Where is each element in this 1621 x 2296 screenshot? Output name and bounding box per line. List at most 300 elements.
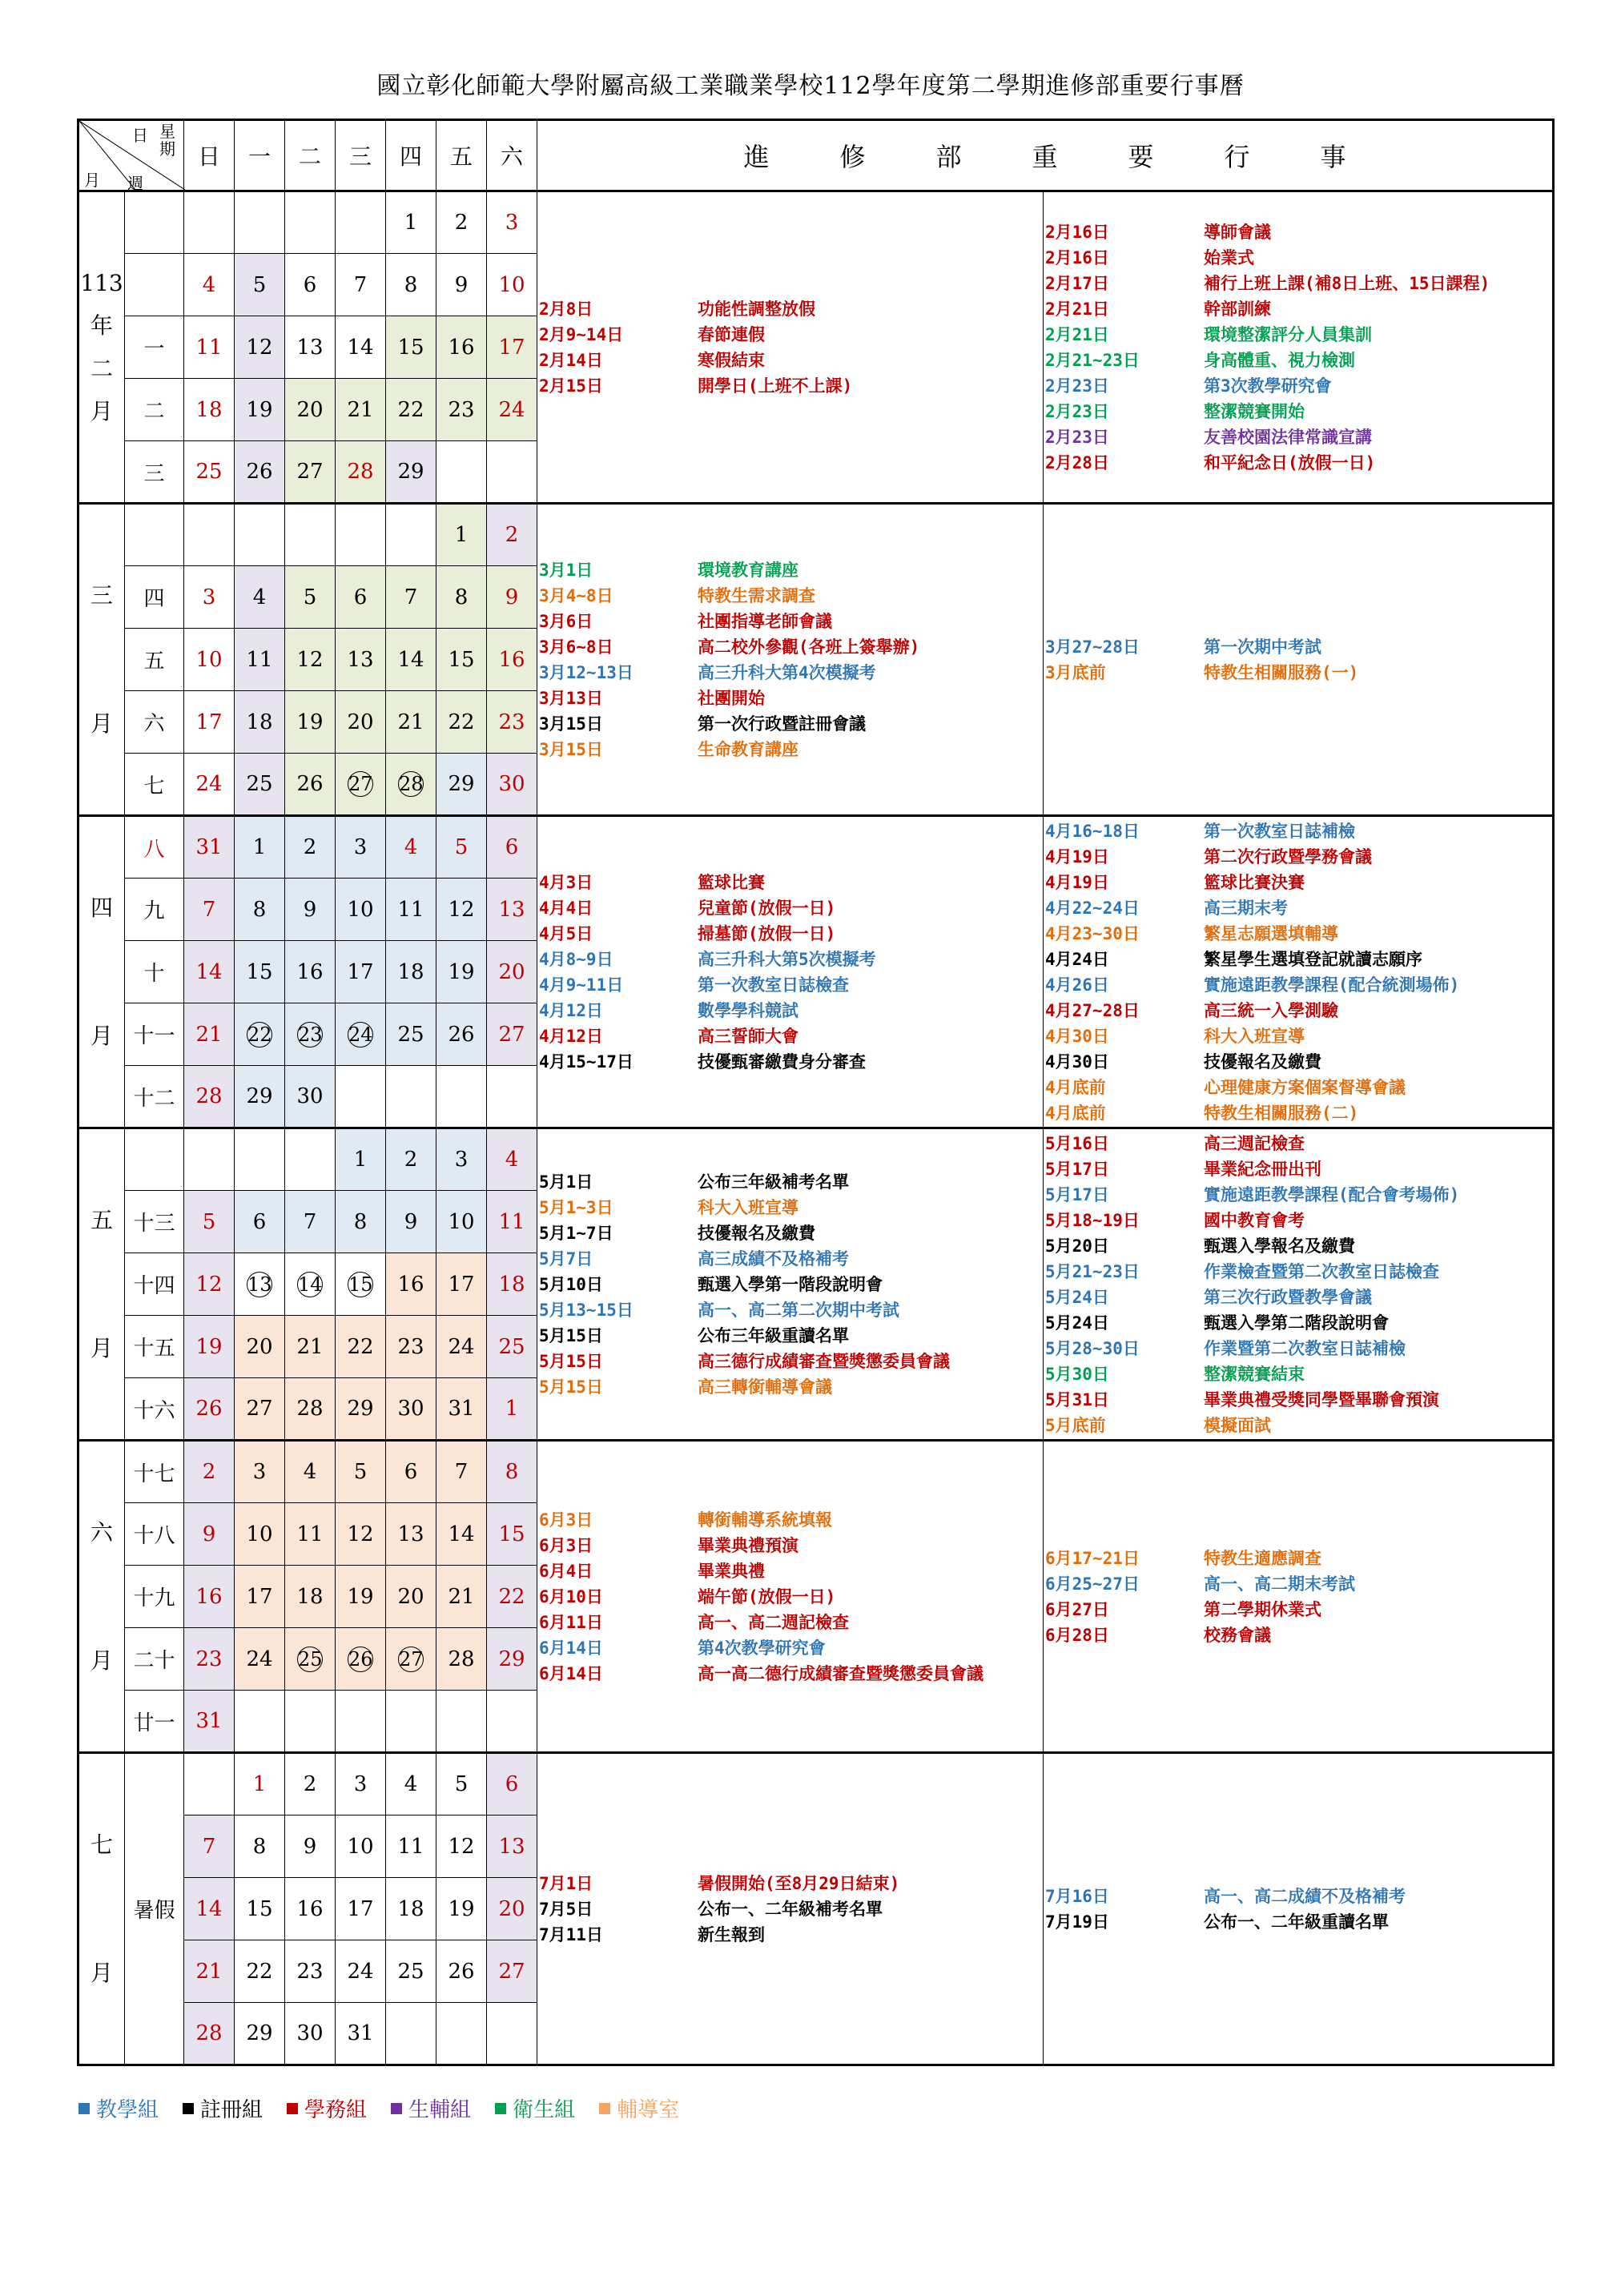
legend-label: 註冊組 (200, 2097, 263, 2121)
calendar-day: 20 (285, 379, 336, 441)
event-text: 甄選入學第一階段說明會 (698, 1274, 883, 1294)
calendar-day: 25 (386, 1940, 436, 2003)
event-date: 4月4日 (539, 898, 593, 918)
event-date: 6月4日 (539, 1561, 593, 1581)
calendar-day (235, 1003, 285, 1066)
event-list (539, 1507, 1043, 1687)
calendar-day: 21 (336, 379, 386, 441)
month-label-char: 年 (90, 312, 113, 340)
event-text: 公布三年級補考名單 (698, 1172, 849, 1192)
calendar-day: 12 (184, 1253, 235, 1316)
calendar-day (285, 1628, 336, 1691)
event-item (1045, 271, 1552, 296)
event-item (1045, 1049, 1552, 1075)
event-text: 高一高二德行成績審查暨獎懲委員會議 (698, 1663, 983, 1683)
calendar-day: 7 (336, 254, 386, 316)
weekday-header: 一 (235, 120, 285, 191)
event-date: 5月21~23日 (1045, 1261, 1140, 1281)
calendar-day (386, 1691, 436, 1753)
calendar-day: 20 (336, 691, 386, 754)
calendar-day: 9 (285, 1815, 336, 1878)
calendar-day: 31 (336, 2003, 386, 2065)
month-label-char: 月 (90, 1959, 113, 1986)
calendar-day: 1 (235, 816, 285, 879)
corner-month-label: 月 (84, 171, 100, 190)
calendar-day: 14 (436, 1503, 487, 1566)
event-item (1045, 1285, 1552, 1310)
circled-day: 27 (348, 773, 373, 795)
month-label-char (79, 972, 124, 1015)
month-label-char: 三 (90, 582, 113, 609)
calendar-day: 29 (235, 1066, 285, 1128)
calendar-day (184, 504, 235, 566)
calendar-day (386, 504, 436, 566)
page-title: 國立彰化師範大學附屬高級工業職業學校112學年度第二學期進修部重要行事曆 (376, 72, 1245, 100)
legend-item (287, 2093, 367, 2123)
calendar-day: 15 (436, 629, 487, 691)
calendar-day: 6 (386, 1441, 436, 1503)
calendar-day: 14 (184, 1878, 235, 1940)
calendar-day: 30 (285, 1066, 336, 1128)
event-item (539, 972, 1043, 998)
calendar-day (235, 1128, 285, 1191)
event-text: 寒假結束 (698, 350, 765, 370)
calendar-day: 16 (285, 941, 336, 1003)
calendar-day (184, 191, 235, 254)
calendar-day (285, 191, 336, 254)
calendar-day (487, 2003, 537, 2065)
calendar-day: 8 (235, 1815, 285, 1878)
event-text: 高三成績不及格補考 (698, 1249, 849, 1269)
week-number: 三 (125, 441, 184, 504)
month-label-char (79, 1909, 124, 1952)
event-date: 6月17~21日 (1045, 1548, 1140, 1568)
event-text: 甄選入學第二階段說明會 (1204, 1313, 1389, 1333)
event-date: 4月30日 (1045, 1051, 1109, 1072)
calendar-day: 9 (184, 1503, 235, 1566)
event-item (1045, 1156, 1552, 1182)
event-date: 3月4~8日 (539, 585, 613, 605)
month-label-char: 二 (90, 355, 113, 382)
corner-weekday-label: 星期 (159, 122, 175, 159)
calendar-day: 21 (184, 1940, 235, 2003)
event-item (1045, 1075, 1552, 1100)
calendar-day: 2 (487, 504, 537, 566)
calendar-day: 12 (436, 879, 487, 941)
event-item (1045, 1884, 1552, 1909)
calendar-day: 1 (487, 1378, 537, 1441)
month-label (78, 1441, 125, 1753)
legend-label: 生輔組 (408, 2097, 472, 2121)
event-date: 4月底前 (1045, 1103, 1106, 1123)
calendar-day: 16 (436, 316, 487, 379)
legend-label: 輔導室 (617, 2097, 680, 2121)
legend (78, 2093, 679, 2123)
calendar-day: 6 (487, 1753, 537, 1815)
event-text: 幹部訓練 (1204, 299, 1271, 319)
calendar-day: 28 (436, 1628, 487, 1691)
calendar-day: 6 (336, 566, 386, 629)
event-item (1045, 219, 1552, 245)
event-list (1045, 1131, 1552, 1438)
event-date: 3月6~8日 (539, 637, 613, 657)
event-item (1045, 373, 1552, 399)
calendar-day: 29 (336, 1378, 386, 1441)
calendar-day: 5 (235, 254, 285, 316)
calendar-day: 29 (436, 754, 487, 816)
events-title (708, 137, 1381, 174)
calendar-day: 18 (386, 941, 436, 1003)
event-item (1045, 1597, 1552, 1622)
calendar-day: 18 (487, 1253, 537, 1316)
calendar-day: 1 (436, 504, 487, 566)
calendar-day: 11 (487, 1191, 537, 1253)
event-item (1045, 895, 1552, 921)
event-date: 2月21日 (1045, 324, 1109, 344)
event-date: 4月8~9日 (539, 949, 613, 969)
calendar-day: 26 (436, 1940, 487, 2003)
calendar-day: 17 (184, 691, 235, 754)
calendar-day: 7 (386, 566, 436, 629)
event-text: 第二次行政暨學務會議 (1204, 846, 1372, 867)
calendar-day: 21 (436, 1566, 487, 1628)
week-number: 十六 (125, 1378, 184, 1441)
calendar-day: 9 (487, 566, 537, 629)
event-item (1045, 1208, 1552, 1233)
calendar-day: 19 (184, 1316, 235, 1378)
calendar-day: 21 (184, 1003, 235, 1066)
corner-week-label: 週 (127, 174, 143, 193)
event-date: 3月1日 (539, 560, 593, 580)
calendar-day (235, 504, 285, 566)
legend-item (78, 2093, 159, 2123)
event-item (1045, 947, 1552, 972)
calendar-day: 20 (386, 1566, 436, 1628)
event-text: 春節連假 (698, 324, 765, 344)
calendar-day: 4 (184, 254, 235, 316)
calendar-day: 19 (436, 941, 487, 1003)
event-date: 3月12~13日 (539, 662, 634, 682)
circled-day: 24 (348, 1023, 373, 1046)
legend-label: 學務組 (304, 2097, 368, 2121)
events-left-cell (537, 1128, 1044, 1441)
calendar-day: 12 (285, 629, 336, 691)
event-item (539, 583, 1043, 609)
event-item (539, 1374, 1043, 1400)
event-text: 功能性調整放假 (698, 299, 815, 319)
events-title-char: 重 (1032, 142, 1058, 172)
calendar-day: 20 (487, 941, 537, 1003)
event-item (539, 895, 1043, 921)
event-date: 5月15日 (539, 1377, 603, 1397)
calendar-day: 30 (487, 754, 537, 816)
event-date: 2月9~14日 (539, 324, 624, 344)
month-label-char (79, 1597, 124, 1639)
event-item (539, 373, 1043, 399)
event-text: 高三升科大第5次模擬考 (698, 949, 876, 969)
event-list (539, 870, 1043, 1075)
calendar-day: 10 (336, 1815, 386, 1878)
event-text: 國中教育會考 (1204, 1210, 1305, 1230)
event-item (539, 1023, 1043, 1049)
event-date: 4月22~24日 (1045, 898, 1140, 918)
event-item (1045, 972, 1552, 998)
event-date: 2月28日 (1045, 452, 1109, 472)
event-list (539, 1871, 1043, 1948)
event-text: 繁星學生選填登記就讀志願序 (1204, 949, 1422, 969)
event-date: 5月24日 (1045, 1313, 1109, 1333)
event-item (1045, 1546, 1552, 1571)
calendar-day: 10 (184, 629, 235, 691)
month-label-char (79, 929, 124, 971)
calendar-day: 22 (235, 1940, 285, 2003)
week-number: 十一 (125, 1003, 184, 1066)
event-date: 6月27日 (1045, 1599, 1109, 1619)
month-label (78, 504, 125, 816)
event-item (539, 1507, 1043, 1533)
calendar-day: 3 (436, 1128, 487, 1191)
events-left-cell (537, 1441, 1044, 1753)
calendar-day: 19 (235, 379, 285, 441)
event-date: 5月17日 (1045, 1159, 1109, 1179)
event-date: 2月16日 (1045, 247, 1109, 267)
legend-item (183, 2093, 263, 2123)
circled-day: 14 (298, 1273, 323, 1296)
calendar-day: 28 (184, 1066, 235, 1128)
month-label (78, 191, 125, 504)
event-item (1045, 1622, 1552, 1648)
event-item (1045, 1361, 1552, 1387)
event-text: 高三週記檢查 (1204, 1133, 1305, 1153)
calendar-day (336, 1628, 386, 1691)
calendar-day: 7 (285, 1191, 336, 1253)
calendar-day: 30 (285, 2003, 336, 2065)
event-text: 繁星志願選填輔導 (1204, 923, 1338, 943)
calendar-day: 16 (487, 629, 537, 691)
calendar-day: 5 (184, 1191, 235, 1253)
event-list (539, 296, 1043, 399)
event-text: 高一、高二週記檢查 (698, 1612, 849, 1632)
week-number: 九 (125, 879, 184, 941)
calendar-day: 19 (285, 691, 336, 754)
event-list (1045, 219, 1552, 476)
event-text: 第二學期休業式 (1204, 1599, 1321, 1619)
legend-swatch (183, 2103, 194, 2114)
event-date: 7月1日 (539, 1873, 593, 1893)
calendar-day: 12 (235, 316, 285, 379)
calendar-day: 11 (386, 879, 436, 941)
calendar-day (487, 1691, 537, 1753)
event-date: 6月14日 (539, 1663, 603, 1683)
event-text: 數學學科競試 (698, 1000, 798, 1020)
event-text: 籃球比賽 (698, 872, 765, 892)
calendar-day: 17 (336, 1878, 386, 1940)
calendar-day (336, 754, 386, 816)
event-text: 始業式 (1204, 247, 1254, 267)
event-text: 技優報名及繳費 (698, 1223, 815, 1243)
month-label-char (79, 1866, 124, 1908)
event-item (1045, 1336, 1552, 1361)
event-text: 高三誓師大會 (698, 1026, 798, 1046)
event-item (539, 711, 1043, 737)
event-item (539, 870, 1043, 895)
event-date: 2月23日 (1045, 427, 1109, 447)
events-title-char: 要 (1128, 142, 1154, 172)
event-date: 5月1~7日 (539, 1223, 613, 1243)
event-date: 5月15日 (539, 1351, 603, 1371)
event-item (539, 557, 1043, 583)
calendar-day: 4 (285, 1441, 336, 1503)
week-row (78, 504, 1554, 566)
event-item (539, 322, 1043, 348)
event-text: 特教生需求調查 (698, 585, 815, 605)
week-number (125, 191, 184, 254)
week-number: 廿一 (125, 1691, 184, 1753)
calendar-day: 10 (235, 1503, 285, 1566)
calendar-day: 28 (285, 1378, 336, 1441)
calendar-day: 17 (336, 941, 386, 1003)
event-item (1045, 424, 1552, 450)
calendar-day: 10 (336, 879, 386, 941)
calendar-day: 23 (487, 691, 537, 754)
event-text: 高一、高二期末考試 (1204, 1574, 1355, 1594)
calendar-day: 24 (184, 754, 235, 816)
event-text: 校務會議 (1204, 1625, 1271, 1645)
calendar-day (487, 441, 537, 504)
event-item (539, 660, 1043, 686)
month-label-char (79, 1285, 124, 1327)
event-date: 3月27~28日 (1045, 637, 1140, 657)
week-number (125, 504, 184, 566)
event-date: 4月27~28日 (1045, 1000, 1140, 1020)
event-text: 特教生適應調查 (1204, 1548, 1321, 1568)
event-item (539, 1049, 1043, 1075)
calendar-day: 14 (336, 316, 386, 379)
event-text: 環境教育講座 (698, 560, 798, 580)
calendar-day: 15 (487, 1503, 537, 1566)
calendar-day (336, 1003, 386, 1066)
events-title-char: 修 (839, 142, 866, 172)
month-label-char: 四 (90, 895, 113, 922)
calendar-day: 22 (386, 379, 436, 441)
calendar-day: 2 (184, 1441, 235, 1503)
calendar-day: 13 (487, 1815, 537, 1878)
event-item (1045, 1387, 1552, 1413)
month-label-char: 五 (90, 1207, 113, 1234)
month-label-char: 113 (80, 270, 123, 297)
month-label-char: 月 (90, 1022, 113, 1049)
event-date: 5月13~15日 (539, 1300, 634, 1320)
calendar-day: 25 (235, 754, 285, 816)
legend-swatch (78, 2103, 90, 2114)
calendar-day: 13 (336, 629, 386, 691)
event-item (1045, 1023, 1552, 1049)
event-item (1045, 450, 1552, 476)
event-text: 社團指導老師會議 (698, 611, 832, 631)
events-header (537, 120, 1554, 191)
circled-day: 23 (298, 1023, 323, 1046)
calendar-day: 18 (386, 1878, 436, 1940)
month-label-char (79, 1554, 124, 1596)
event-item (1045, 322, 1552, 348)
event-item (1045, 296, 1552, 322)
event-item (539, 1246, 1043, 1272)
calendar-day: 8 (487, 1441, 537, 1503)
event-item (1045, 1571, 1552, 1597)
event-text: 高一、高二成績不及格補考 (1204, 1886, 1406, 1906)
calendar-day: 22 (436, 691, 487, 754)
event-item (539, 1896, 1043, 1922)
calendar-day (386, 2003, 436, 2065)
calendar-day: 12 (436, 1815, 487, 1878)
event-item (539, 947, 1043, 972)
event-item (1045, 1909, 1552, 1935)
calendar-day (386, 1628, 436, 1691)
month-label (78, 1753, 125, 2065)
event-date: 6月28日 (1045, 1625, 1109, 1645)
event-item (539, 1169, 1043, 1195)
event-item (539, 1297, 1043, 1323)
event-text: 畢業紀念冊出刊 (1204, 1159, 1321, 1179)
week-number: 十八 (125, 1503, 184, 1566)
calendar-day: 8 (235, 879, 285, 941)
event-date: 2月8日 (539, 299, 593, 319)
event-text: 友善校園法律常識宣講 (1204, 427, 1372, 447)
event-date: 5月7日 (539, 1249, 593, 1269)
calendar-day: 17 (487, 316, 537, 379)
calendar-day: 25 (184, 441, 235, 504)
event-text: 第一次教室日誌檢查 (698, 975, 849, 995)
events-title-char: 部 (935, 142, 962, 172)
event-date: 4月底前 (1045, 1077, 1106, 1097)
calendar-day: 13 (487, 879, 537, 941)
calendar-day: 25 (386, 1003, 436, 1066)
event-text: 甄選入學報名及繳費 (1204, 1236, 1355, 1256)
event-item (539, 1610, 1043, 1635)
event-date: 3月13日 (539, 688, 603, 708)
event-text: 轉銜輔導系統填報 (698, 1510, 832, 1530)
calendar-day: 14 (386, 629, 436, 691)
event-text: 第一次期中考試 (1204, 637, 1321, 657)
event-text: 畢業典禮 (698, 1561, 765, 1581)
event-text: 第三次行政暨教學會議 (1204, 1287, 1372, 1307)
event-item (539, 1533, 1043, 1558)
event-text: 掃墓節(放假一日) (698, 923, 836, 943)
calendar-day: 12 (336, 1503, 386, 1566)
week-number: 一 (125, 316, 184, 379)
calendar-day (235, 1253, 285, 1316)
legend-label: 衛生組 (513, 2097, 576, 2121)
event-item (1045, 1259, 1552, 1285)
corner-cell (78, 120, 184, 191)
event-text: 高三升科大第4次模擬考 (698, 662, 876, 682)
circled-day: 25 (298, 1647, 323, 1671)
event-item (1045, 1100, 1552, 1126)
weekday-header: 四 (386, 120, 436, 191)
event-item (539, 737, 1043, 762)
weekday-header: 二 (285, 120, 336, 191)
week-number: 六 (125, 691, 184, 754)
calendar-day: 15 (235, 941, 285, 1003)
event-text: 端午節(放假一日) (698, 1586, 836, 1606)
circled-day: 26 (348, 1647, 373, 1671)
event-date: 4月19日 (1045, 872, 1109, 892)
month-label-char: 月 (90, 1647, 113, 1674)
calendar-day (336, 504, 386, 566)
event-item (1045, 1413, 1552, 1438)
event-date: 5月28~30日 (1045, 1338, 1140, 1358)
calendar-day: 4 (386, 1753, 436, 1815)
